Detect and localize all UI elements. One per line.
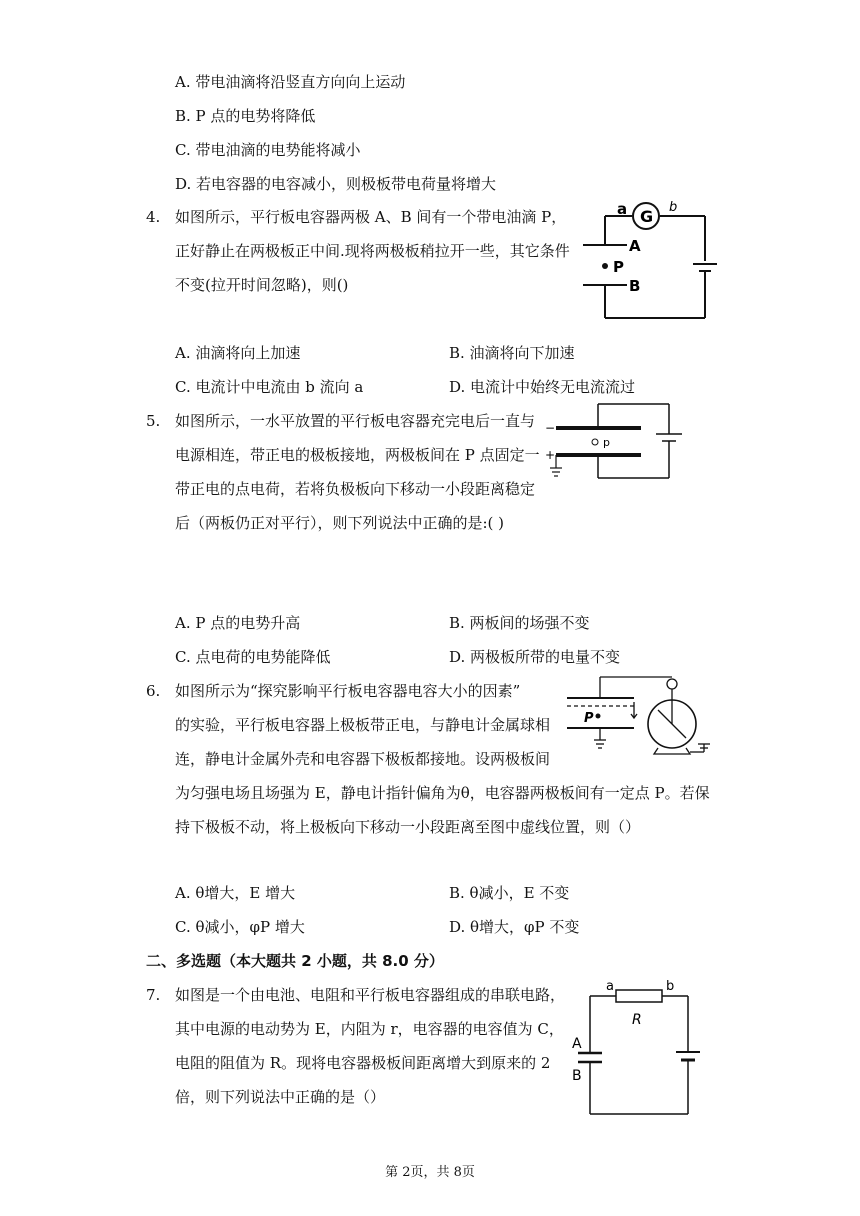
q6-text-line-4: 为匀强电场且场强为 E，静电计指针偏角为θ，电容器两极板间有一定点 P。若保: [175, 784, 710, 802]
q4-option-c: C. 电流计中电流由 b 流向 a: [175, 378, 364, 396]
q4-circuit-figure: [575, 196, 725, 326]
q4-fig-label-b: b: [669, 200, 678, 215]
q5-option-a: A. P 点的电势升高: [175, 614, 301, 632]
q3-option-d: D. 若电容器的电容减小，则极板带电荷量将增大: [175, 175, 497, 193]
q5-text-line-4: 后（两板仍正对平行），则下列说法中正确的是:( ): [175, 514, 505, 532]
q3-option-a: A. 带电油滴将沿竖直方向向上运动: [175, 73, 406, 91]
q7-fig-label-B: B: [572, 1068, 582, 1084]
q3-option-b: B. P 点的电势将降低: [175, 107, 316, 125]
q4-option-d: D. 电流计中始终无电流流过: [449, 378, 636, 396]
q5-option-c: C. 点电荷的电势能降低: [175, 648, 331, 666]
q6-option-b: B. θ减小，E 不变: [449, 884, 570, 902]
q4-fig-label-A: A: [629, 237, 641, 255]
q6-text-line-2: 的实验，平行板电容器上极板带正电，与静电计金属球相: [175, 716, 551, 734]
q7-text-line-2: 其中电源的电动势为 E，内阻为 r，电容器的电容值为 C，: [175, 1020, 564, 1038]
q4-fig-label-g: G: [640, 207, 654, 226]
q6-text-line-3: 连，静电计金属外壳和电容器下极板都接地。设两极板间: [175, 750, 551, 768]
q4-text-line-2: 正好静止在两极板正中间.现将两极板稍拉开一些，其它条件: [175, 242, 570, 260]
q7-fig-label-a: a: [606, 979, 614, 994]
q4-fig-label-a: a: [617, 200, 628, 218]
q4-fig-label-B: B: [629, 277, 641, 295]
q6-option-d: D. θ增大，φP 不变: [449, 918, 580, 936]
q7-text-line-1: 如图是一个由电池、电阻和平行板电容器组成的串联电路，: [175, 986, 566, 1004]
q5-option-b: B. 两板间的场强不变: [449, 614, 590, 632]
section-heading-multiple-choice: 二、多选题（本大题共 2 小题，共 8.0 分）: [146, 952, 444, 970]
q7-fig-label-R: R: [632, 1012, 642, 1028]
q7-circuit-figure: [570, 979, 710, 1122]
q6-number: 6.: [146, 682, 161, 700]
page-footer: 第 2页，共 8页: [385, 1165, 475, 1180]
q4-fig-label-P: P: [613, 258, 624, 276]
q7-fig-label-A: A: [572, 1036, 582, 1052]
q5-text-line-2: 电源相连，带正电的极板接地，两极板间在 P 点固定一: [175, 446, 540, 464]
q4-option-a: A. 油滴将向上加速: [175, 344, 301, 362]
q5-number: 5.: [146, 412, 161, 430]
q5-text-line-1: 如图所示，一水平放置的平行板电容器充完电后一直与: [175, 412, 536, 430]
q5-circuit-figure: [543, 398, 693, 488]
q6-option-c: C. θ减小，φP 增大: [175, 918, 305, 936]
q3-option-c: C. 带电油滴的电势能将减小: [175, 141, 361, 159]
q6-apparatus-figure: [562, 672, 717, 762]
q6-fig-label-P: P: [584, 711, 594, 726]
q6-text-line-1: 如图所示为“探究影响平行板电容器电容大小的因素”: [175, 682, 521, 700]
q5-fig-label-minus: −: [545, 421, 556, 435]
q5-option-d: D. 两极板所带的电量不变: [449, 648, 621, 666]
q4-number: 4.: [146, 208, 161, 226]
q6-option-a: A. θ增大，E 增大: [175, 884, 296, 902]
q4-option-b: B. 油滴将向下加速: [449, 344, 575, 362]
q7-text-line-3: 电阻的阻值为 R。现将电容器极板间距离增大到原来的 2: [175, 1054, 551, 1072]
q5-text-line-3: 带正电的点电荷，若将负极板向下移动一小段距离稳定: [175, 480, 536, 498]
q7-text-line-4: 倍，则下列说法中正确的是（）: [175, 1088, 386, 1106]
q5-fig-label-plus: +: [545, 448, 556, 462]
q7-fig-label-b: b: [666, 979, 675, 994]
q7-number: 7.: [146, 986, 161, 1004]
q6-text-line-5: 持下极板不动，将上极板向下移动一小段距离至图中虚线位置，则（）: [175, 818, 641, 836]
q5-fig-label-p: p: [603, 436, 610, 449]
q4-text-line-3: 不变(拉开时间忽略)，则(): [175, 276, 349, 294]
q4-text-line-1: 如图所示，平行板电容器两极 A、B 间有一个带电油滴 P，: [175, 208, 567, 226]
